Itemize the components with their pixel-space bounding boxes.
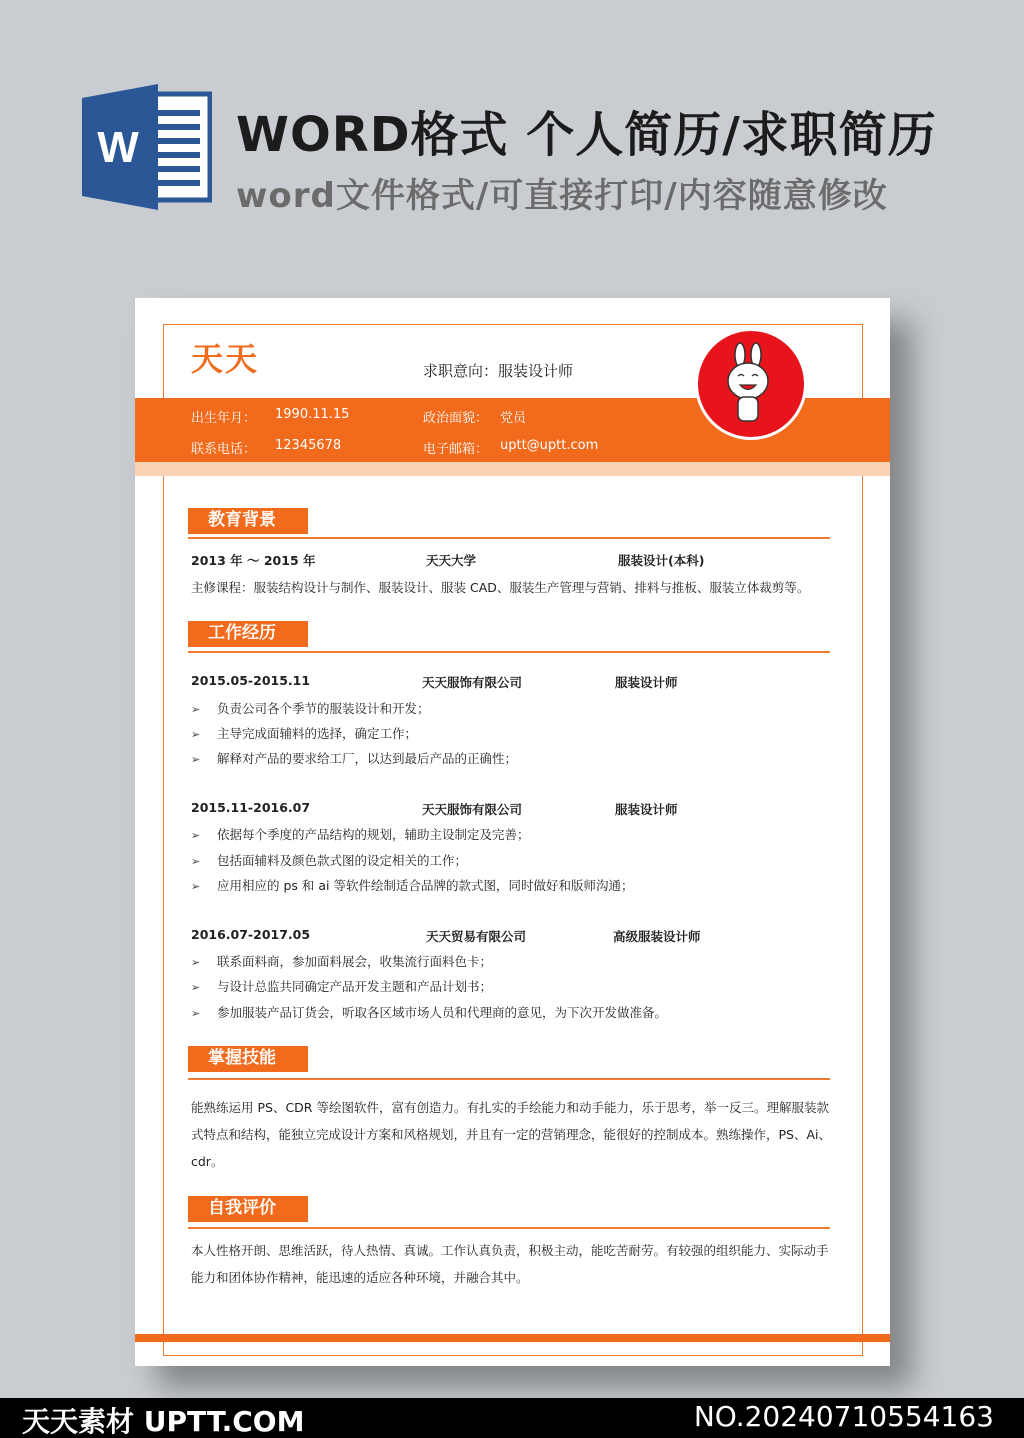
job-title: 服装设计师 bbox=[615, 802, 678, 817]
footer-id: NO.20240710554163 bbox=[693, 1400, 994, 1433]
job-period: 2015.11-2016.07 bbox=[191, 800, 311, 815]
chevron-right-icon: ➢ bbox=[191, 753, 201, 766]
resume-page bbox=[135, 298, 890, 1366]
chevron-right-icon: ➢ bbox=[191, 855, 201, 868]
info-band-shade bbox=[135, 462, 890, 476]
phone-value: 12345678 bbox=[275, 438, 342, 453]
phone-label: 联系电话： bbox=[191, 442, 257, 457]
section-title-skills: 掌握技能 bbox=[188, 1046, 308, 1072]
list-item: ➢ 包括面辅料及颜色款式图的设定相关的工作； bbox=[191, 853, 468, 868]
section-title-work: 工作经历 bbox=[188, 621, 308, 647]
list-item: ➢ 应用相应的 ps 和 ai 等软件绘制适合品牌的款式图，同时做好和版师沟通； bbox=[191, 878, 634, 893]
list-item: ➢ 解释对产品的要求给工厂，以达到最后产品的正确性； bbox=[191, 751, 518, 766]
job-intent: 求职意向：服装设计师 bbox=[423, 362, 574, 380]
banner-subtitle: word文件格式/可直接打印/内容随意修改 bbox=[236, 176, 888, 216]
skills-text: 能熟练运用 PS、CDR 等绘图软件，富有创造力。有扎实的手绘能力和动手能力，乐于思考，举一反三。理解服装款式特点和结构，能独立完成设计方案和风格规划，并且有一定的营销理念，能很好的控制成本。熟练操作，PS、Ai、cdr。 bbox=[191, 1100, 831, 1169]
section-rule bbox=[188, 537, 830, 539]
job-title: 高级服装设计师 bbox=[613, 929, 701, 944]
job-company: 天天贸易有限公司 bbox=[426, 929, 527, 944]
word-logo-letter: W bbox=[97, 123, 139, 172]
section-rule bbox=[188, 1078, 830, 1080]
job-period: 2015.05-2015.11 bbox=[191, 673, 311, 688]
job-period: 2016.07-2017.05 bbox=[191, 927, 311, 942]
education-school: 天天大学 bbox=[426, 553, 477, 568]
email-value: uptt@uptt.com bbox=[500, 438, 599, 453]
section-title-self-evaluation: 自我评价 bbox=[188, 1196, 308, 1222]
self-evaluation-text: 本人性格开朗、思维活跃，待人热情、真诚。工作认真负责，积极主动，能吃苦耐劳。有较强的组织能力、实际动手能力和团体协作精神，能迅速的适应各种环境，并融合其中。 bbox=[191, 1243, 829, 1285]
political-label: 政治面貌： bbox=[423, 411, 489, 426]
bottom-accent-bar bbox=[135, 1334, 890, 1342]
email-label: 电子邮箱： bbox=[423, 442, 489, 457]
chevron-right-icon: ➢ bbox=[191, 956, 201, 969]
list-item: ➢ 负责公司各个季节的服装设计和开发； bbox=[191, 701, 430, 716]
education-courses: 主修课程：服装结构设计与制作、服装设计、服装 CAD、服装生产管理与营销、排料与推板、服装立体裁剪等。 bbox=[191, 580, 810, 595]
job-company: 天天服饰有限公司 bbox=[422, 675, 523, 690]
section-title-education: 教育背景 bbox=[188, 508, 308, 534]
chevron-right-icon: ➢ bbox=[191, 728, 201, 741]
section-rule bbox=[188, 1227, 830, 1229]
list-item: ➢ 主导完成面辅料的选择，确定工作； bbox=[191, 726, 418, 741]
chevron-right-icon: ➢ bbox=[191, 1007, 201, 1020]
resume-name: 天天 bbox=[191, 340, 260, 378]
education-major: 服装设计(本科) bbox=[618, 553, 705, 568]
birth-label: 出生年月： bbox=[191, 411, 257, 426]
chevron-right-icon: ➢ bbox=[191, 981, 201, 994]
word-icon bbox=[82, 84, 212, 210]
avatar bbox=[695, 328, 807, 440]
list-item: ➢ 与设计总监共同确定产品开发主题和产品计划书； bbox=[191, 979, 493, 994]
chevron-right-icon: ➢ bbox=[191, 880, 201, 893]
list-item: ➢ 联系面料商，参加面料展会，收集流行面料色卡； bbox=[191, 954, 493, 969]
list-item: ➢ 依据每个季度的产品结构的规划，辅助主设制定及完善； bbox=[191, 827, 530, 842]
birth-value: 1990.11.15 bbox=[275, 407, 350, 422]
job-title: 服装设计师 bbox=[615, 675, 678, 690]
chevron-right-icon: ➢ bbox=[191, 703, 201, 716]
education-period: 2013 年 ～ 2015 年 bbox=[191, 553, 316, 568]
footer-brand: 天天素材 UPTT.COM bbox=[22, 1405, 305, 1438]
list-item: ➢ 参加服装产品订货会，听取各区域市场人员和代理商的意见，为下次开发做准备。 bbox=[191, 1005, 668, 1020]
chevron-right-icon: ➢ bbox=[191, 829, 201, 842]
job-company: 天天服饰有限公司 bbox=[422, 802, 523, 817]
banner-title: WORD格式 个人简历/求职简历 bbox=[236, 107, 937, 163]
political-value: 党员 bbox=[500, 411, 527, 426]
section-rule bbox=[188, 651, 830, 653]
